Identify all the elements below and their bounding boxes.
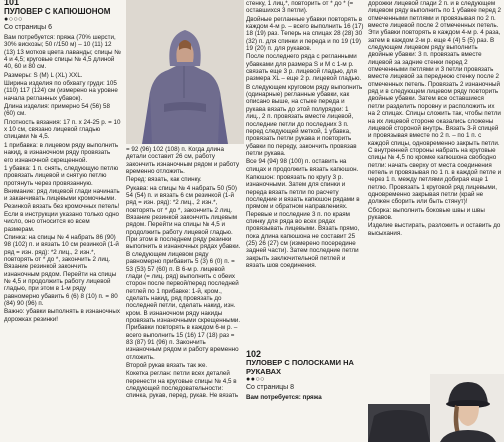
- materials-intro: Вам потребуется: пряжа: [246, 394, 322, 401]
- paragraph: Плотность вязания: 17 п. х 24-25 р. = 10 х 10 см, связано лицевой гладью спицами № 4,5.: [4, 118, 121, 141]
- paragraph: Перед: вязать, как спинку.: [126, 176, 202, 184]
- paragraph: Важно: убавки выполнять в изнаночных дорожках резинки!: [4, 308, 120, 323]
- pattern-102-header: [246, 349, 364, 401]
- pattern-number: 102: [246, 349, 262, 359]
- paragraph: 1 прибавка: в лицевом ряду выполнить накид, в изнаночном ряду провязать его изнаночной скрещенной.: [4, 141, 119, 164]
- paragraph: Изделие выстирать, разложить и оставить до высыхания.: [368, 222, 501, 237]
- paragraph: Двойные регланные убавки повторять в каждом 4-м р. – всего выполнить 16 (17) 18 (19) раз. Теперь на спицах 28 (28) 30 (32) п. для спинки и переда и по 19 (19) 19 (20) п. для рукавов.: [246, 15, 364, 53]
- difficulty-rating: ●●○○: [246, 376, 265, 383]
- difficulty-rating: ●○○○: [4, 16, 23, 23]
- paragraph: Длина изделия: примерно 54 (56) 58 (60) см.: [4, 103, 110, 118]
- paragraph: Спинка: на спицы № 4 набрать 86 (90) 98 (102) п. и вязать 10 см резинкой (1-й ряд = изн. ряд): *2 лиц., 2 изн.*, повторять от * до *, закончить 2 лиц. Вязание резинкой закончить изнаночным рядом. Перейти на спицы № 4,5 и продолжить работу лицевой гладью, при этом в 1-м ряду равномерно убавить 6 (6) 8 (10) п. = 80 (84) 90 (96) п.: [4, 233, 119, 308]
- hooded-sweater-photo: [126, 0, 244, 144]
- paragraph: Рукава: на спицы № 4 набрать 50 (50) 54 (54) п. и вязать 6 см резинкой (1-й ряд = изн. ряд): *2 лиц., 2 изн.*, повторять от * до *, закончить 2 лиц. Вязание резинкой закончить лицевым рядом. Перейти на спицы № 4,5 и продолжить работу лицевой гладью. При этом в последнем ряду резинки выполнить в изнаночных рядах убавки. В следующем лицевом ряду равномерно прибавить 5 (3) 6 (0) п. = 53 (53) 57 (60) п. В 6-м р. лицевой глади (= лиц. ряд) выполнить с обеих сторон после первой/перед последней петлей по 1 прибавке: 1-й, кром., сделать накид, ряд провязать до последней петли, сделать накид, изн. кром. В изнаночном ряду накиды провязать изнаночными скрещенными. Прибавки повторять в каждом 6-м р. – всего выполнить 15 (16) 17 (18) раз = 83 (87) 91 (96) п. Закончить изнаночным рядом и работу временно отложить.: [126, 184, 241, 361]
- paragraph: Кокетка реглан: петли всех деталей перенести на круговые спицы № 4,5 в следующей последовательности: спинка, рукав, перед, рукав. Не вязать: [126, 370, 239, 400]
- paragraph: = 92 (96) 102 (108) п. Когда длина детали составит 26 см, работу закончить изнаночным рядом и работу временно отложить.: [126, 146, 240, 176]
- paragraph: Внимание: ряд лицевой глади начинать и заканчивать лицевыми кромочными. Резинкой вязать без кромочных петель!: [4, 187, 120, 210]
- woman-hat-photo: [430, 374, 504, 442]
- pattern-title: ПУЛОВЕР С КАПЮШОНОМ: [4, 7, 111, 16]
- black-sweater-photo: [368, 404, 430, 442]
- pattern-101-column: [4, 0, 121, 442]
- paragraph: 1 убавка: 1 п. снять, следующую петлю провязать лицевой и снятую петлю протянуть через провязанную.: [4, 164, 119, 187]
- pattern-101-continued-column: [126, 146, 242, 442]
- paragraph: стенку, 1 лиц.*, повторить от * до * (= оставшихся 3 петли).: [246, 0, 354, 15]
- page-reference: Со страницы 8: [246, 384, 295, 391]
- paragraph: Если в инструкции указано только одно число, оно относится ко всем размерам.: [4, 210, 120, 233]
- pattern-title: ПУЛОВЕР С ПОЛОСКАМИ НА РУКАВАХ: [246, 358, 354, 376]
- paragraph: Ширина изделия по обхвату груди: 105 (110) 117 (124) см (измерено на уровне начала регланных убавок).: [4, 80, 118, 102]
- paragraph: Сборка: выполнить боковые швы и швы рукавов.: [368, 206, 485, 221]
- paragraph: Все 94 (94) 98 (100) п. оставить на спицах и продолжить вязать капюшон.: [246, 158, 359, 173]
- paragraph: Размеры: S (M) L (XL) XXL.: [4, 71, 83, 79]
- paragraph: Вам потребуется: пряжа (70% шерсти, 30% вискозы; 50 г/150 м) – 10 (11) 12 (13) 13 мотков цвета лаванды; спицы № 4 и 4,5; круговые спицы № 4,5 длиной 40, 60 и 80 см.: [4, 34, 121, 71]
- paragraph: После последнего ряда с регланными убавками для размера S и M с 1-м р. связать еще 3 р. лицевой гладью, для размера XL – еще 2 р. лицевой гладью.: [246, 53, 362, 83]
- paragraph: В следующем круговом ряду выполнить (одинарные) регланные убавки, как описано выше, на стыке переда и рукава вязать до этой полурядки: 1 лиц., 2 п. провязать вместе лицевой, последние петли до последних 3 п. перед следующей меткой, 1 убавка, провязать петли рукава и повторить убавки по переду, закончить провязав петли рукава.: [246, 83, 363, 157]
- paragraph: Капюшон: провязать по кругу 3 р. изнаночными. Затем для спинки и переда вязать петли по расчету последние и вязать капюшон рядами в прямом и обратном направлениях. Перевые и последние 3 п. по краям спинку для ряда во всех рядах провязывать лицевыми. Вязать прямо, пока длина капюшона не составит 25 (25) 26 (27) см (измерено посередине задней части). Затем последние петли закрыть заключительной петлей и вязать шов соединения.: [246, 173, 360, 270]
- paragraph: Второй рукав вязать так же.: [126, 361, 208, 369]
- pattern-number: 101: [4, 0, 20, 7]
- page-reference: Со страницы 6: [4, 24, 53, 31]
- paragraph: дорожки лицевой глади 2 п. и в следующем лицевом ряду выполнить по 1 убавке перед 2 отмеченными петлями и провязывая по 2 п. вместе лицевой после 2 отмеченных петель. Эти убавки повторять в каждом 4-м р. 4 раза, затем в каждом 2-м р. еще 4 (4) 5 (5) раз. В следующем лицевом ряду выполнить двойные убавки: 3 п. провязать вместе лицевой за задние стенки перед 2 отмеченными петлями и 3 петли провязать вместе лицевой за переднюю стенку после 2 отмеченных петель. Провязать 2 изнаночный ряд и в следующем лицевом ряду повторить двойные убавки. Затем все оставшиеся петли разделить поровну и расположить их на 2 спицах. Спицы сложить так, чтобы петли на их лицевой стороне оказались сложены лицевой стороной внутрь. Вязать 3-й спицей и провязывая вместе по 2 п. – по 1 п. с каждой спицы, одновременно закрыть петли. С внутренней стороны набрать на круговые спицы № 4,5 по кромке капюшона свободно петли: начать сверху от места соединения петель и провязывая по 1 п. в каждой петле и через 1 п. между петлями добирая еще 1 петлю. Провязать 1 круговой ряд лицевыми, одновременно закрывая петли (край не должен сборить или быть стянут)!: [368, 0, 502, 206]
